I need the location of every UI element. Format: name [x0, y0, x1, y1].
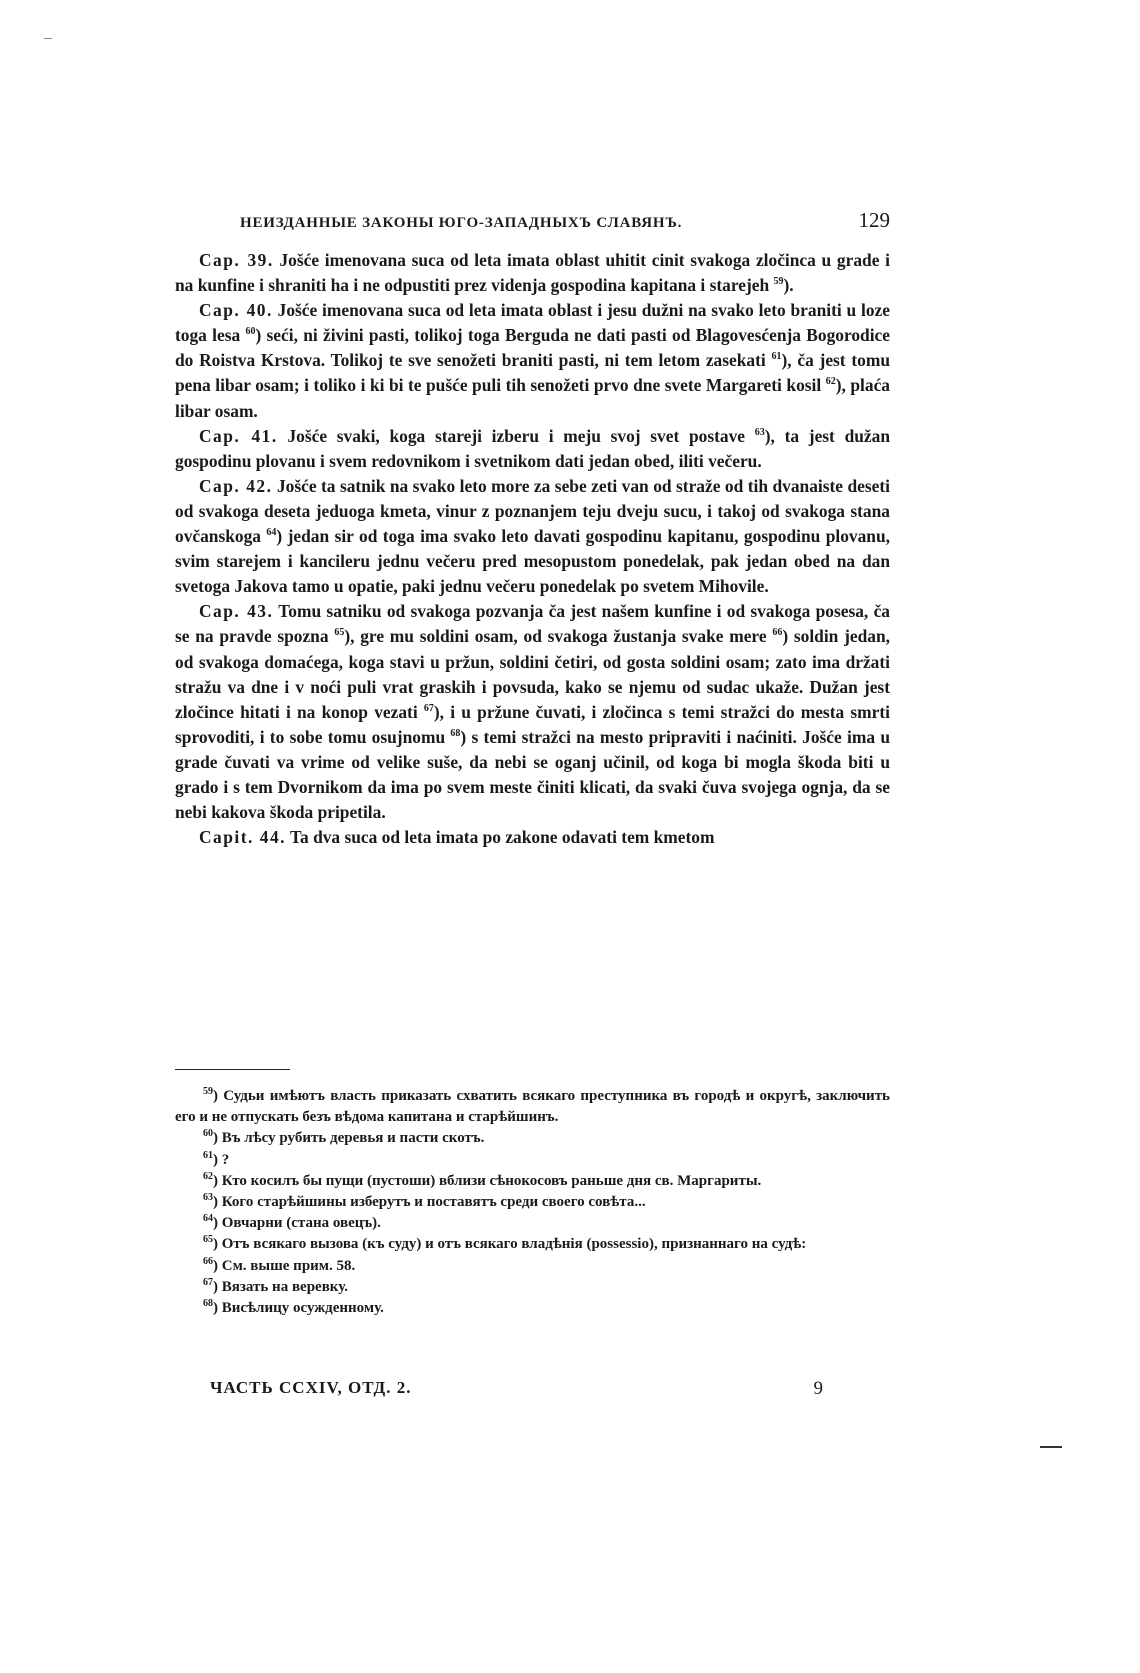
footnote-paren: ) [213, 1215, 222, 1232]
article-number: Cap. 39. [199, 250, 274, 270]
paragraph-text: ) jedan sir od toga ima svako leto davati gospodinu kapitanu, gospodinu plovanu, svim starejem i kancileru jednu večeru pred mesopustom ponedelak, pak jedan obed na dan svetoga Jakova tamo u opatie, paki jednu večeru ponedelak po svetem Mihovile. [175, 526, 890, 597]
footnote-number: 62 [203, 1170, 213, 1182]
footnote-text: Въ лѣсу рубить деревья и пасти скотъ. [221, 1130, 485, 1147]
sheet-number: 9 [813, 1378, 823, 1399]
footnote-number: 59 [203, 1086, 213, 1097]
page-header [240, 208, 890, 233]
paragraph-text: Jošće imenovana suca od leta imata oblast i jesu dužni na svako leto braniti u loze toga lesa [175, 300, 890, 346]
footnote-text: Кто косилъ бы пущи (пустоши) вблизи сѣнокосовъ раньше дня св. Маргариты. [221, 1172, 762, 1189]
footnote-paren: ) [213, 1300, 222, 1317]
article-paragraph [175, 474, 890, 599]
paragraph-text: ), ča jest tomu pena libar osam; i toliko i ki bi te pušće puli tih senožeti prvo dne svete Margareti kosil [175, 350, 890, 396]
page-number: 129 [858, 208, 890, 232]
footnote-ref: 66 [772, 627, 783, 639]
footnote-number: 64 [203, 1213, 213, 1225]
footnote-ref: 63 [754, 426, 765, 438]
footnote-ref: 61 [771, 351, 782, 363]
footnote-separator [175, 1069, 290, 1070]
article-number: Cap. 43. [199, 601, 274, 622]
paragraph-text: ) seći, ni živini pasti, tolikoj toga Berguda ne dati pasti od Blagovesćenja Bogorodice do Roistva Krstova. Tolikoj te sve senožeti braniti pasti, ni tem letom zasekati [175, 325, 890, 371]
footnote-text: Судьи имѣютъ власть приказать схватить всякаго преступника въ городѣ и округѣ, заключить его и не отпускать безъ вѣдома капитана и старѣйшинъ. [175, 1088, 890, 1126]
paragraph-text: ), i u pržune čuvati, i zločinca s temi stražci do mesta smrti sprovoditi, i to sobe tomu osujnomu [175, 701, 890, 747]
paragraph-text: ) s temi stražci na mesto pripraviti i naćiniti. Jošće ima u grade čuvati va vrime od velike suše, da nebi se oganj učinil, od koga bi mogla škoda biti u grado i s tem Dvornikom da ima po svem meste činiti klicati, da svaki čuva svojega ognja, da se nebi kakova škoda pripetila. [175, 726, 890, 823]
paragraph-text: Tomu satniku od svakoga pozvanja ča jest našem kunfine i od svakoga posesa, ča se na pravde spozna [175, 601, 890, 647]
footnote-paren: ) [213, 1194, 222, 1211]
footnote [175, 1086, 890, 1128]
footnote [175, 1234, 890, 1255]
footnote-paren: ) [213, 1151, 222, 1168]
footnote-text: Кого старѣйшины изберутъ и поставятъ среди своего совѣта... [221, 1194, 646, 1211]
paragraph-text: Jošće svaki, koga stareji izberu i meju svoj svet postave [277, 425, 755, 446]
footnote-ref: 65 [334, 627, 345, 639]
article-paragraph [175, 825, 890, 850]
footnote-ref: 62 [825, 376, 836, 388]
paragraph-text: Jošće imenovana suca od leta imata oblast uhitit cinit svakoga zločinca u grade i na kunfine i shraniti ha i ne odpustiti prez videnja gospodina kapitana i starejeh [175, 250, 890, 296]
footnote-text: Овчарни (стана овецъ). [221, 1215, 381, 1232]
scan-mark [44, 38, 52, 39]
running-title: НЕИЗДАННЫЕ ЗАКОНЫ ЮГО-ЗАПАДНЫХЪ СЛАВЯНЪ. [240, 215, 683, 231]
footnote-ref: 68 [450, 727, 461, 739]
footnote-number: 68 [203, 1298, 213, 1310]
footnote-text: Отъ всякаго вызова (къ суду) и отъ всякаго владѣнія (possessio), признаннаго на судѣ: [221, 1236, 807, 1253]
article-paragraph [175, 248, 890, 298]
footnote-number: 67 [203, 1276, 213, 1288]
article-paragraph [175, 424, 890, 474]
article-paragraph [175, 298, 890, 423]
footnotes [175, 1086, 890, 1319]
paragraph-text: Jošće ta satnik na svako leto more za sebe zeti van od straže od tih dvanaiste deseti od svakoga deseta jeduoga kmeta, vinur z poznanjem teju dveju sucu, i takoj od svakoga stana ovčanskoga [175, 475, 890, 547]
article-paragraph [175, 599, 890, 825]
footnote [175, 1298, 890, 1319]
footnote-ref: 67 [423, 702, 434, 714]
footnote-paren: ) [213, 1130, 222, 1147]
article-number: Cap. 40. [199, 300, 273, 321]
footnote-number: 65 [203, 1234, 213, 1246]
footnote-text: ? [221, 1151, 230, 1168]
paragraph-text: ), ta jest dužan gospodinu plovanu i svem redovnikom i svetnikom dati jedan obed, iliti večeru. [175, 425, 890, 471]
footnote [175, 1171, 890, 1192]
footnote [175, 1213, 890, 1234]
paragraph-text: Ta dva suca od leta imata po zakone odavati tem kmetom [285, 827, 715, 848]
article-number: Cap. 42. [199, 475, 273, 496]
footnote [175, 1277, 890, 1298]
footnote-text: Висѣлицу осужденному. [221, 1300, 384, 1317]
footnote-paren: ) [213, 1257, 222, 1274]
article-number: Cap. 41. [199, 425, 278, 446]
footnote-number: 61 [203, 1149, 213, 1161]
footnote-number: 63 [203, 1192, 213, 1204]
footnote-number: 66 [203, 1255, 213, 1267]
footnote [175, 1150, 890, 1171]
footnote [175, 1256, 890, 1277]
footnote-ref: 60 [245, 326, 256, 338]
paragraph-text: ). [783, 275, 794, 296]
footnote-paren: ) [213, 1088, 224, 1104]
paragraph-text: ) soldin jedan, od svakoga domaćega, koga stavi u pržun, soldini četiri, od gosta soldini osam; zato ima držati stražu va dne i v noći puli vrat graskih i povsuda, kako se njemu od sudac ukaže. Dužan jest zločince hitati i na konop vezati [175, 626, 891, 722]
paragraph-text: ), gre mu soldini osam, od svakoga žustanja svake mere [344, 626, 773, 647]
scan-mark [1040, 1446, 1062, 1448]
paragraph-text: ), plaća libar osam. [175, 375, 890, 421]
signature-mark: ЧАСТЬ CCXIV, ОТД. 2. [210, 1378, 412, 1397]
footnote [175, 1128, 890, 1149]
footnote-text: См. выше прим. 58. [221, 1257, 356, 1274]
article-number: Capit. 44. [199, 827, 286, 848]
footnote-text: Вязать на веревку. [221, 1278, 348, 1295]
footnote-paren: ) [213, 1278, 222, 1295]
footnote-paren: ) [213, 1236, 222, 1253]
footnote-ref: 64 [266, 527, 277, 539]
footnote-paren: ) [213, 1172, 222, 1189]
main-text [175, 248, 890, 850]
footnote [175, 1192, 890, 1213]
footnote-ref: 59 [773, 276, 784, 288]
page-footer [210, 1378, 890, 1400]
footnote-number: 60 [203, 1128, 213, 1140]
